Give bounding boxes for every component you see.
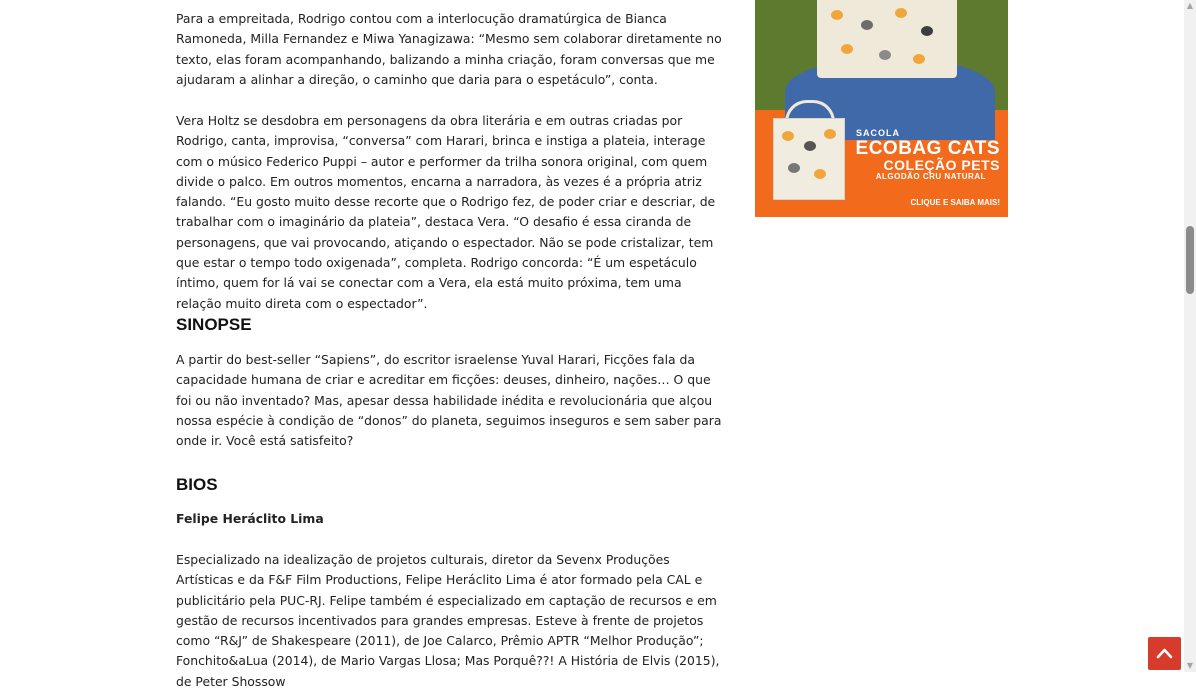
arrow-down-icon[interactable]: ▼: [1186, 661, 1194, 670]
arrow-up-icon[interactable]: ▲: [1186, 1, 1194, 10]
ad-bag-image: [817, 0, 957, 78]
article-paragraph: A partir do best-seller “Sapiens”, do escritor israelense Yuval Harari, Ficções fala da capacidade humana de criar e acreditar em ficções: deuses, dinheiro, nações… O que foi ou não inventado? Mas, apesar dessa habilidade inédita e revolucionária que alçou nossa espécie à condição de “donos” do planeta, seguimos inseguros e sem saber para onde ir. Você está satisfeito?: [176, 352, 722, 449]
cat-icon: [824, 129, 836, 139]
ad-title: ECOBAG CATS: [855, 138, 1000, 159]
cat-icon: [913, 54, 925, 64]
cat-icon: [788, 163, 800, 173]
ecobag-advertisement[interactable]: [755, 0, 1008, 217]
cat-icon: [895, 8, 907, 18]
ad-material: ALGODÃO CRU NATURAL: [875, 172, 986, 181]
section-heading-bios: BIOS: [176, 475, 218, 494]
ad-subtitle: COLEÇÃO PETS: [883, 157, 1000, 173]
cat-icon: [814, 169, 826, 179]
ad-label-sacola: SACOLA: [856, 128, 900, 138]
ad-bag-small-image: [773, 118, 845, 200]
cat-icon: [831, 10, 843, 20]
cat-icon: [921, 26, 933, 36]
page-scrollbar[interactable]: [1184, 0, 1196, 672]
cat-icon: [804, 141, 816, 151]
cat-icon: [841, 44, 853, 54]
cat-icon: [879, 50, 891, 60]
article-paragraph: Para a empreitada, Rodrigo contou com a interlocução dramatúrgica de Bianca Ramoneda, Milla Fernandez e Miwa Yanagizawa: “Mesmo sem colaborar diretamente no texto, elas foram acompanhando, balizando a minha criação, foram conversas que me ajudaram a alinhar a direção, o caminho que daria para o espetáculo”, conta.: [176, 11, 722, 87]
ad-cta-link[interactable]: CLIQUE E SAIBA MAIS!: [910, 198, 1000, 207]
section-heading-sinopse: SINOPSE: [176, 315, 252, 334]
article-paragraph: Especializado na idealização de projetos culturais, diretor da Sevenx Produções Artísticas e da F&F Film Productions, Felipe Heráclito Lima é ator formado pela CAL e publicitário pela PUC-RJ. Felipe também é especializado em captação de recursos e em gestão de recursos incentivados para grandes empresas. Esteve à frente de projetos como “R&J” de Shakespeare (2011), de Joe Calarco, Prêmio APTR “Melhor Produção”; Fonchito&aLua (2014), de Mario Vargas Llosa; Mas Porquê??! A História de Elvis (2015), de Peter Shossow: [176, 552, 720, 689]
bio-name: Felipe Heráclito Lima: [176, 511, 324, 526]
cat-icon: [861, 20, 873, 30]
article-paragraph: Vera Holtz se desdobra em personagens da obra literária e em outras criadas por Rodrigo, canta, improvisa, “conversa” com Harari, brinca e instiga a plateia, interage com o músico Federico Puppi – autor e performer da trilha sonora original, com quem divide o palco. Em outros momentos, encarna a narradora, às vezes é a própria atriz falando. “Eu gosto muito desse recorte que o Rodrigo fez, de poder criar e descriar, de trabalhar com o imaginário da plateia”, destaca Vera. “O desafio é essa ciranda de personagens, que vai provocando, atiçando o espectador. Não se pode cristalizar, tem que estar o tempo todo oxigenada”, completa. Rodrigo concorda: “É um espetáculo íntimo, quem for lá vai se conectar com a Vera, ela está muito próxima, tem uma relação muito direta com o espectador”.: [176, 113, 716, 311]
scrollbar-thumb[interactable]: [1186, 226, 1194, 294]
cat-icon: [782, 131, 794, 141]
back-to-top-button[interactable]: [1148, 637, 1181, 670]
chevron-up-icon: [1156, 647, 1173, 659]
